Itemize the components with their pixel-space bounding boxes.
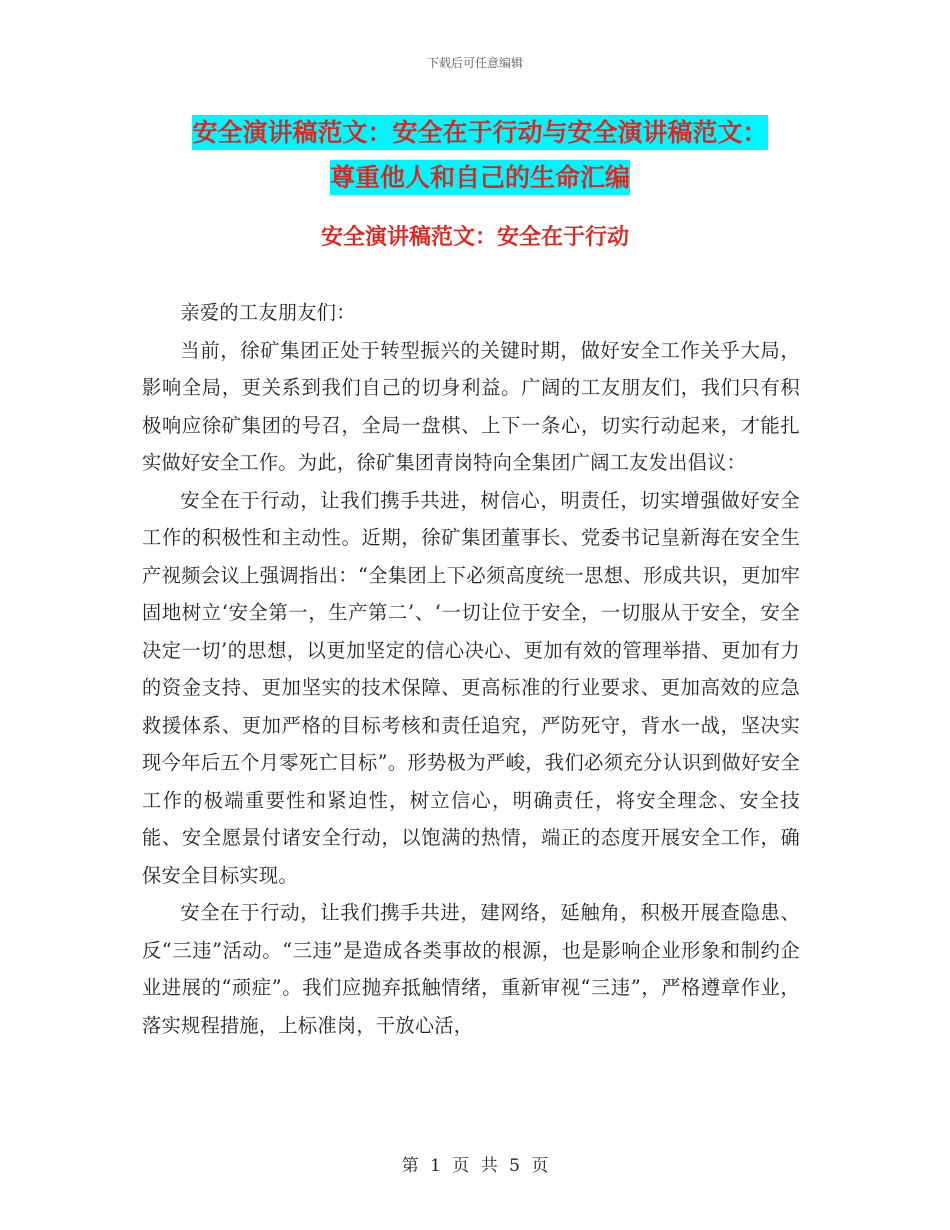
page-number-footer: 第 1 页 共 5 页 <box>401 1156 549 1176</box>
page-header-note: 下载后可任意编辑 <box>426 56 523 70</box>
document-body <box>142 294 800 1044</box>
document-title-line-2: 尊重他人和自己的生命汇编 <box>330 160 630 195</box>
salutation-paragraph: 亲爱的工友朋友们： <box>180 301 356 324</box>
body-paragraph: 安全在于行动，让我们携手共进，建网络，延触角，积极开展查隐患、反“三违”活动。“三违”是造成各类事故的根源，也是影响企业形象和制约企业进展的“顽症”。我们应抛弃抵触情绪，重新审视“三违”，严格遵章作业，落实规程措施，上标准岗，干放心活， <box>142 901 800 1037</box>
body-paragraph: 当前，徐矿集团正处于转型振兴的关键时期，做好安全工作关乎大局，影响全局，更关系到我们自己的切身利益。广阔的工友朋友们，我们只有积极响应徐矿集团的号召，全局一盘棋、上下一条心，切实行动起来，才能扎实做好安全工作。为此，徐矿集团青岗特向全集团广阔工友发出倡议： <box>142 338 800 474</box>
section-title: 安全演讲稿范文：安全在于行动 <box>320 225 629 250</box>
document-title-line-1: 安全演讲稿范文：安全在于行动与安全演讲稿范文： <box>192 115 767 150</box>
document-title <box>140 110 820 200</box>
body-paragraph: 安全在于行动，让我们携手共进，树信心，明责任，切实增强做好安全工作的积极性和主动性。近期，徐矿集团董事长、党委书记皇新海在安全生产视频会议上强调指出：“全集团上下必须高度统一思想、形成共识，更加牢固地树立‘安全第一，生产第二’、‘一切让位于安全，一切服从于安全，安全决定一切’的思想，以更加坚定的信心决心、更加有效的管理举措、更加有力的资金支持、更加坚实的技术保障、更高标准的行业要求、更加高效的应急救援体系、更加严格的目标考核和责任追究，严防死守，背水一战，坚决实现今年后五个月零死亡目标”。形势极为严峻，我们必须充分认识到做好安全工作的极端重要性和紧迫性，树立信心，明确责任，将安全理念、安全技能、安全愿景付诸安全行动，以饱满的热情，端正的态度开展安全工作，确保安全目标实现。 <box>142 488 800 887</box>
